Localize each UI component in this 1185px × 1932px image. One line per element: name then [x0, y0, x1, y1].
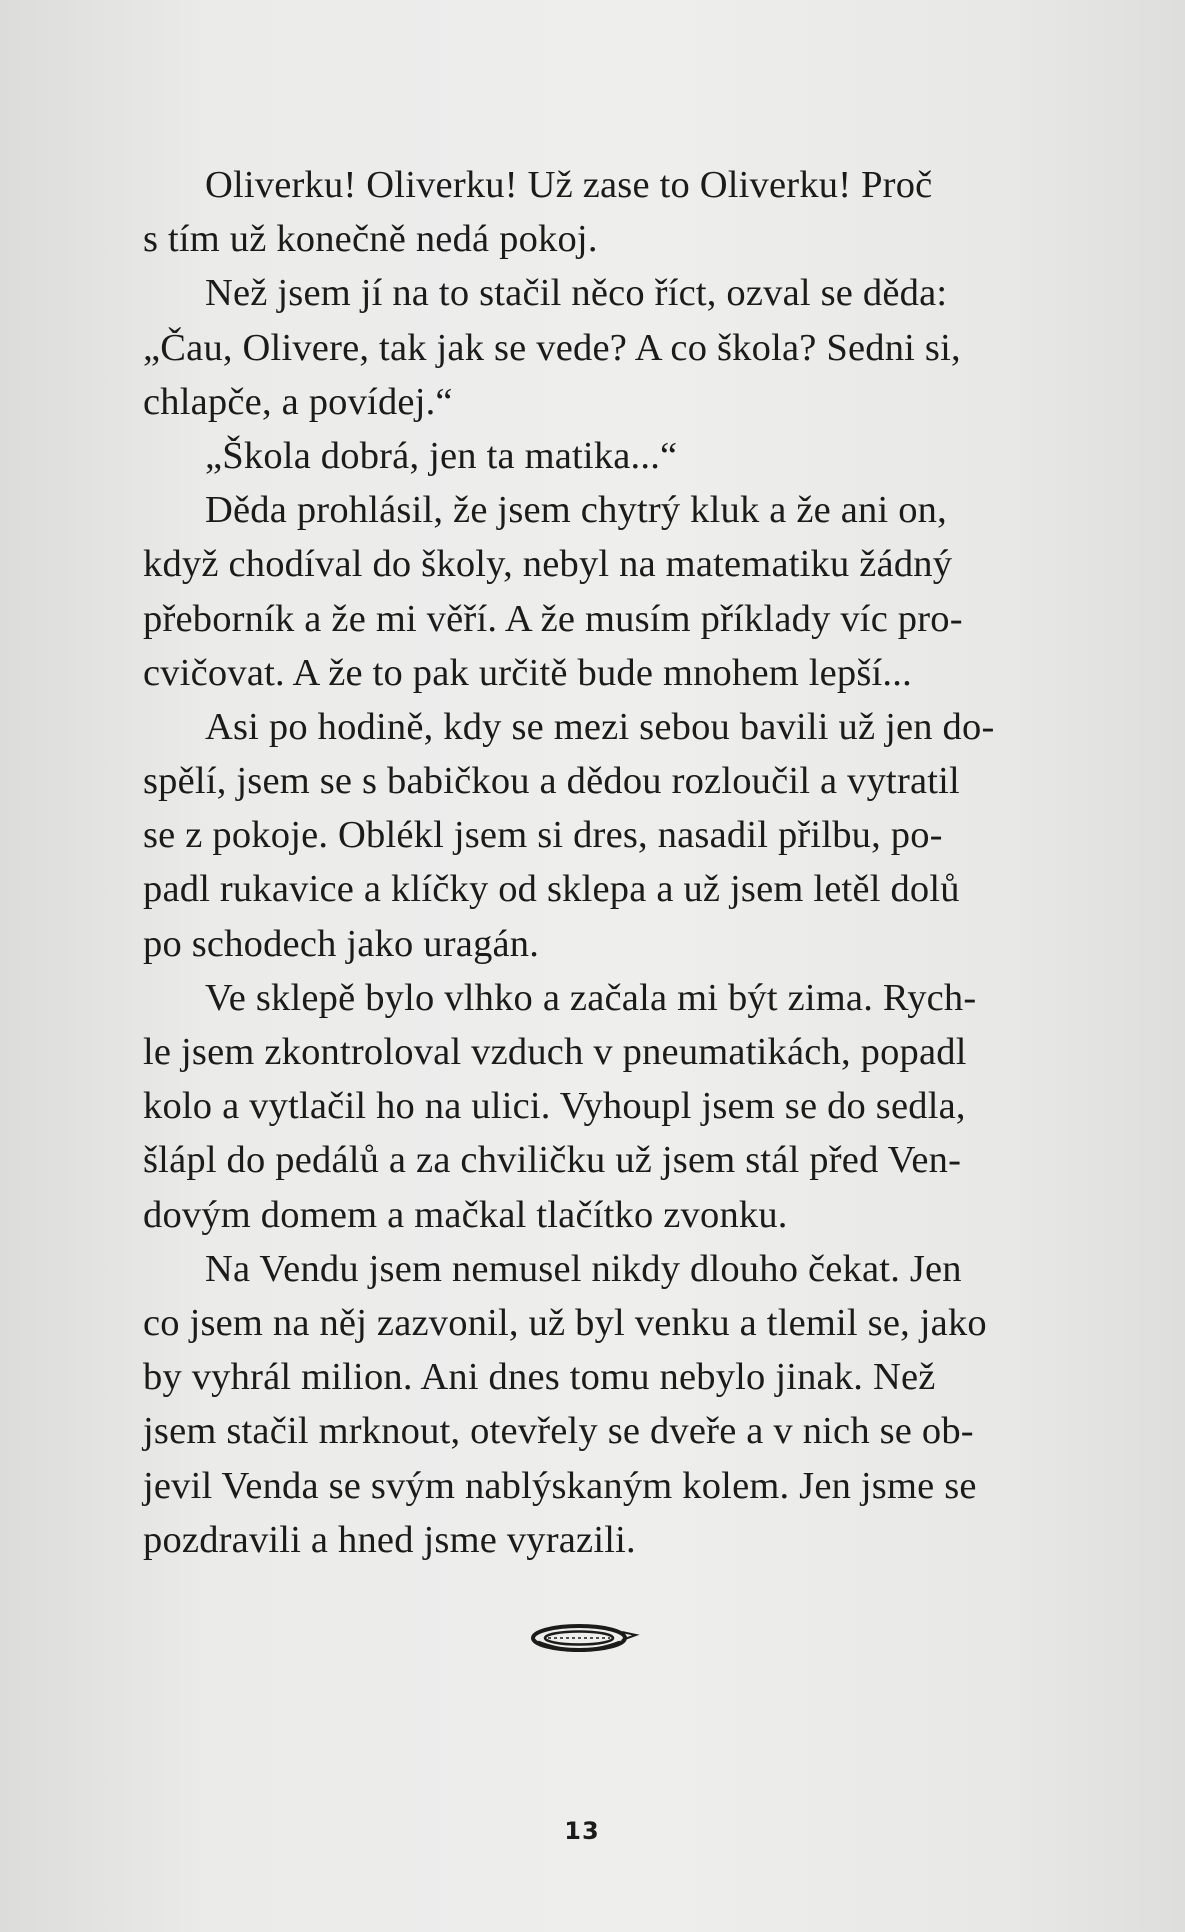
text-line: spělí, jsem se s babičkou a dědou rozloučil a vytratil	[143, 760, 960, 803]
text-line: jsem stačil mrknout, otevřely se dveře a v nich se ob-	[143, 1410, 974, 1453]
text-line: Oliverku! Oliverku! Už zase to Oliverku! Proč	[205, 164, 933, 206]
text-line: přeborník a že mi věří. A že musím příklady víc pro-	[143, 597, 963, 640]
text-line: padl rukavice a klíčky od sklepa a už jsem letěl dolů	[143, 868, 960, 911]
text-line: Děda prohlásil, že jsem chytrý kluk a že ani on,	[205, 489, 947, 532]
text-line: Ve sklepě bylo vlhko a začala mi být zima. Rych-	[205, 976, 977, 1019]
text-line: jevil Venda se svým nablýskaným kolem. Jen jsme se	[143, 1464, 977, 1507]
text-line: „Škola dobrá, jen ta matika...“	[205, 434, 678, 477]
text-line: s tím už konečně nedá pokoj.	[143, 218, 598, 261]
text-line: Než jsem jí na to stačil něco říct, ozval se děda:	[205, 272, 948, 315]
text-line: se z pokoje. Oblékl jsem si dres, nasadil přilbu, po-	[143, 814, 943, 857]
text-line: Asi po hodině, kdy se mezi sebou bavili už jen do-	[205, 705, 995, 748]
text-line: cvičovat. A že to pak určitě bude mnohem lepší...	[143, 651, 912, 694]
page-number: 13	[564, 1817, 600, 1845]
text-line: pozdravili a hned jsme vyrazili.	[143, 1518, 636, 1561]
text-line: dovým domem a mačkal tlačítko zvonku.	[143, 1193, 788, 1236]
text-line: Na Vendu jsem nemusel nikdy dlouho čekat. Jen	[205, 1247, 962, 1290]
text-line: chlapče, a povídej.“	[143, 380, 453, 423]
text-line: „Čau, Olivere, tak jak se vede? A co škola? Sedni si,	[143, 326, 961, 369]
text-line: by vyhrál milion. Ani dnes tomu nebylo jinak. Než	[143, 1356, 936, 1399]
text-line: co jsem na něj zazvonil, už byl venku a tlemil se, jako	[143, 1301, 987, 1344]
oval-wheel-ornament-icon	[522, 1618, 640, 1658]
text-line: kolo a vytlačil ho na ulici. Vyhoupl jsem se do sedla,	[143, 1085, 966, 1128]
text-line: le jsem zkontroloval vzduch v pneumatikách, popadl	[143, 1031, 967, 1073]
text-line: po schodech jako uragán.	[143, 922, 540, 965]
body-text	[143, 158, 1023, 1567]
text-line: šlápl do pedálů a za chviličku už jsem stál před Ven-	[143, 1139, 962, 1182]
text-line: když chodíval do školy, nebyl na matematiku žádný	[143, 543, 953, 586]
